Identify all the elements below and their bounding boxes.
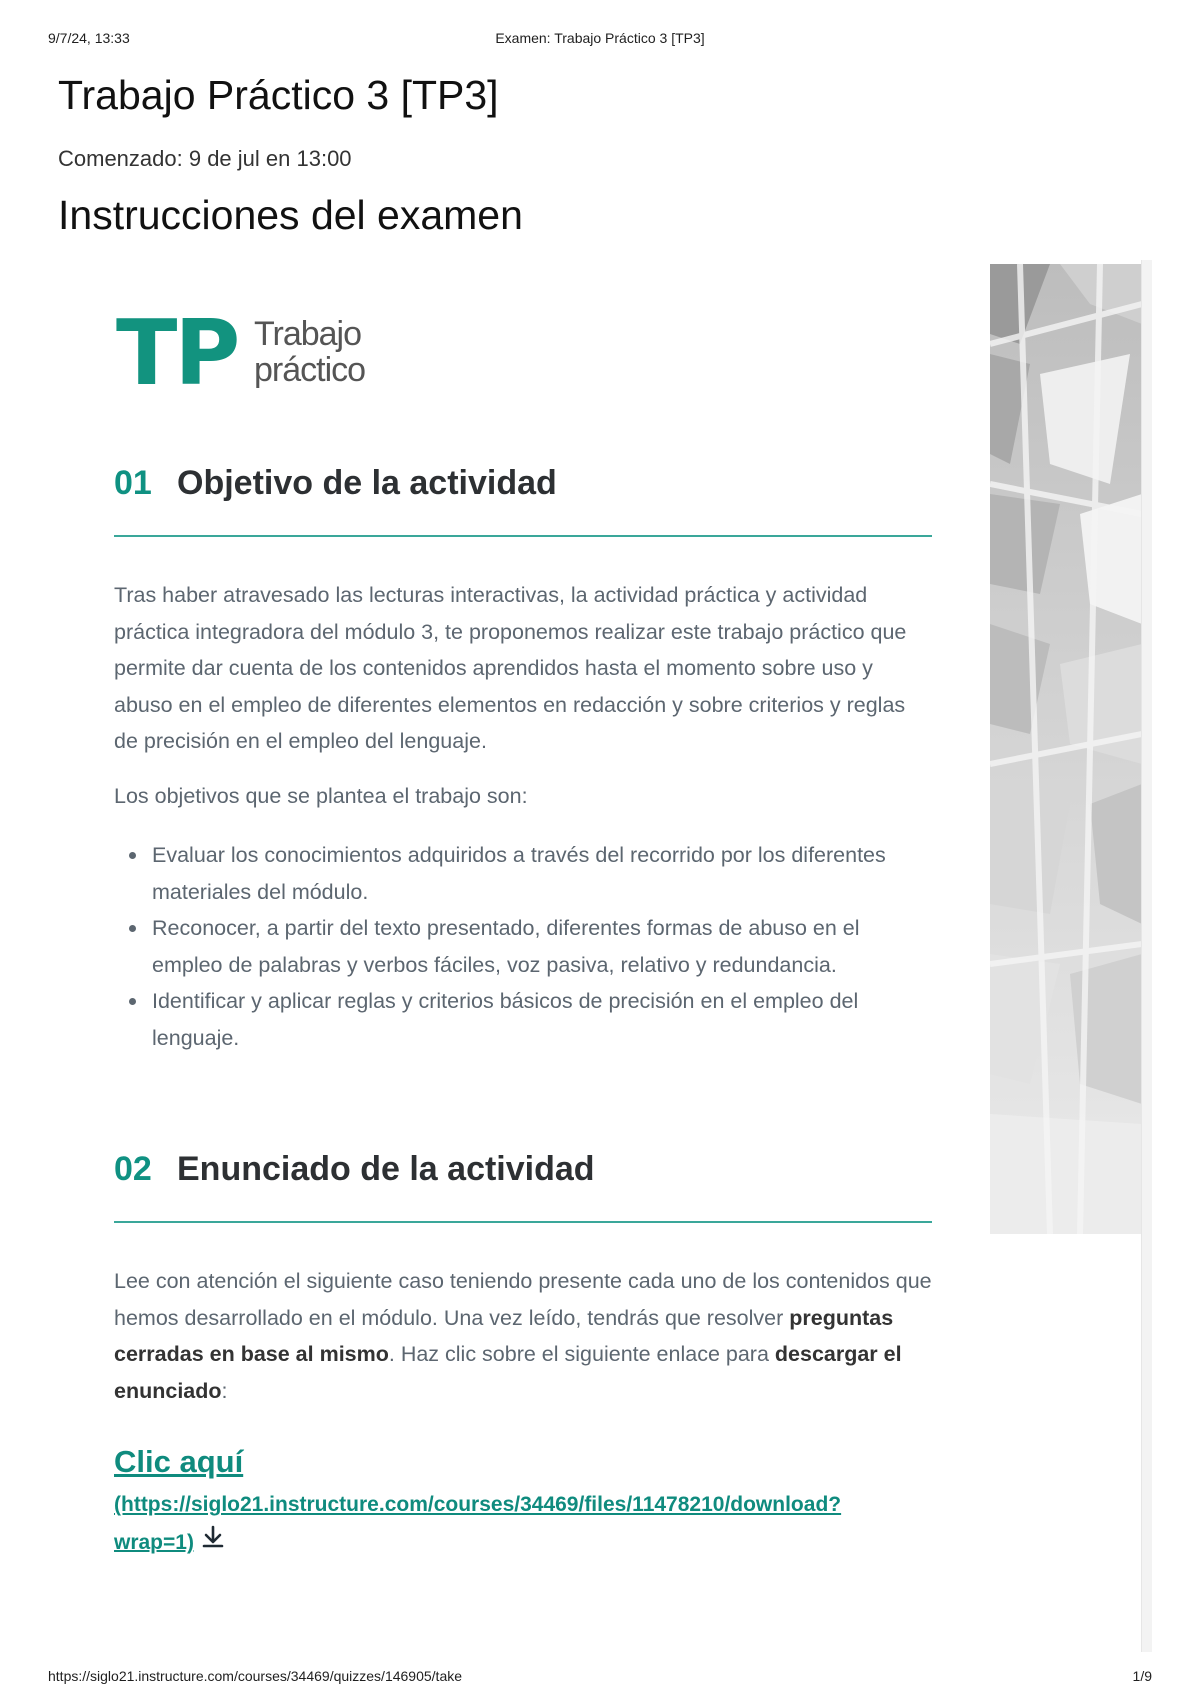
section-1-divider xyxy=(114,535,932,537)
section-2-body xyxy=(114,1263,934,1409)
section-1-number: 01 xyxy=(114,464,152,502)
logo-letters: TP xyxy=(116,301,238,406)
page-title: Trabajo Práctico 3 [TP3] xyxy=(58,72,499,118)
section-1-title: Objetivo de la actividad xyxy=(177,464,557,502)
decorative-architecture-image xyxy=(990,264,1142,1234)
objective-text: Identificar y aplicar reglas y criterios básicos de precisión en el empleo del lenguaje. xyxy=(152,989,859,1050)
list-item xyxy=(114,910,934,983)
section-1-intro: Los objetivos que se plantea el trabajo son: xyxy=(114,783,528,808)
section-1-heading xyxy=(114,464,932,524)
bold-closed-questions: preguntas cerradas en base al mismo xyxy=(114,1305,894,1366)
section-1-paragraph: Tras haber atravesado las lecturas interactivas, la actividad práctica y actividad práctica integradora del módulo 3, te proponemos realizar este trabajo práctico que permite dar cuenta de los contenidos aprendidos hasta el momento sobre uso y abuso en el empleo de diferentes elementos en redacción y sobre criterios y reglas de precisión en el empleo del lenguaje. xyxy=(114,583,907,753)
section-2-heading xyxy=(114,1150,932,1210)
objective-text: Reconocer, a partir del texto presentado, diferentes formas de abuso en el empleo de palabras y verbos fáciles, voz pasiva, relativo y redundancia. xyxy=(152,916,860,977)
clic-aqui-link[interactable]: Clic aquí xyxy=(114,1444,244,1479)
logo-word-1: Trabajo xyxy=(254,315,362,353)
print-page-number: 1/9 xyxy=(1132,1668,1152,1684)
download-url-link[interactable]: (https://siglo21.instructure.com/courses/34469/files/11478210/download?wrap=1) xyxy=(114,1487,914,1562)
list-item xyxy=(114,837,934,910)
section-2-number: 02 xyxy=(114,1150,152,1188)
print-url: https://siglo21.instructure.com/courses/34469/quizzes/146905/take xyxy=(48,1668,463,1684)
print-footer xyxy=(48,1668,1152,1688)
print-datetime: 9/7/24, 13:33 xyxy=(48,30,130,46)
list-item xyxy=(114,983,934,1056)
section-2-divider xyxy=(114,1221,932,1223)
section-2-title: Enunciado de la actividad xyxy=(177,1150,595,1188)
objectives-list xyxy=(114,837,934,1056)
started-timestamp: Comenzado: 9 de jul en 13:00 xyxy=(58,146,352,171)
objective-text: Evaluar los conocimientos adquiridos a través del recorrido por los diferentes materiales del módulo. xyxy=(152,843,886,904)
page-scrollbar-track[interactable] xyxy=(1141,260,1152,1652)
instructions-title: Instrucciones del examen xyxy=(58,192,523,238)
download-icon[interactable] xyxy=(200,1524,226,1563)
print-header xyxy=(48,30,1152,50)
section-1-body xyxy=(114,577,934,814)
print-doc-title: Examen: Trabajo Práctico 3 [TP3] xyxy=(495,30,705,46)
section-2-paragraph: Lee con atención el siguiente caso teniendo presente cada uno de los contenidos que hemos desarrollado en el módulo. Una vez leído, tendrás que resolver preguntas cerradas en base al mismo. Haz clic sobre el siguiente enlace para descargar el enunciado: xyxy=(114,1269,932,1403)
logo-word-2: práctico xyxy=(254,351,366,389)
bold-download-statement: descargar el enunciado xyxy=(114,1342,902,1403)
